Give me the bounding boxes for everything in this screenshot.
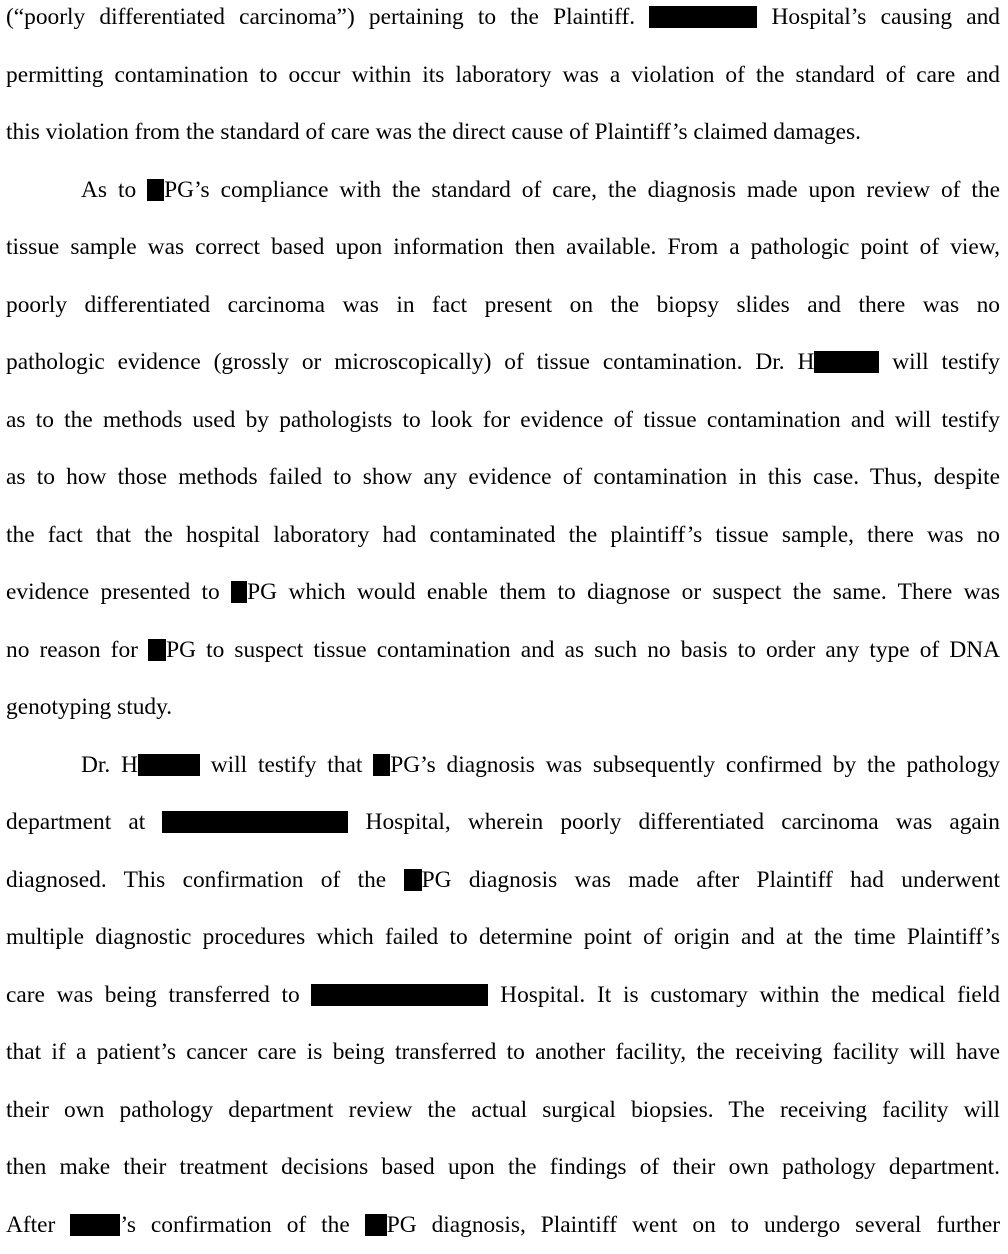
redaction-box: [162, 811, 348, 833]
text-segment: permitting contamination to occur within its laboratory was a violation of the standard of care and: [6, 62, 1000, 88]
text-segment: ’s confirmation of the: [120, 1212, 364, 1238]
text-segment: will testify that: [200, 752, 373, 778]
text-segment: PG to suspect tissue contamination and as such no basis to order any type of DNA: [166, 637, 1000, 663]
text-line: [6, 104, 1000, 162]
text-segment: their own pathology department review the actual surgical biopsies. The receiving facility will: [6, 1097, 1000, 1123]
text-line: [6, 392, 1000, 450]
text-segment: After: [6, 1212, 70, 1238]
text-segment: multiple diagnostic procedures which failed to determine point of origin and at the time Plaintiff’s: [6, 924, 1000, 950]
redaction-box: [138, 754, 200, 776]
text-line: [6, 277, 1000, 335]
text-line: [6, 334, 1000, 392]
redaction-box: [147, 179, 164, 201]
text-segment: will testify: [879, 349, 1000, 375]
text-segment: then make their treatment decisions based upon the findings of their own pathology department.: [6, 1154, 1000, 1180]
redaction-box: [649, 6, 757, 28]
text-line: [6, 1197, 1000, 1254]
text-segment: as to the methods used by pathologists to look for evidence of tissue contamination and will testify: [6, 407, 1000, 433]
redaction-box: [70, 1214, 120, 1236]
text-segment: poorly differentiated carcinoma was in fact present on the biopsy slides and there was no: [6, 292, 1000, 318]
text-line: [6, 0, 1000, 47]
text-segment: no reason for: [6, 637, 148, 663]
text-line: [6, 564, 1000, 622]
text-line: [6, 1139, 1000, 1197]
paragraph-first-line: [6, 162, 1000, 220]
text-line: [6, 1024, 1000, 1082]
text-segment: PG’s diagnosis was subsequently confirmed by the pathology: [390, 752, 1000, 778]
text-segment: PG diagnosis, Plaintiff went on to undergo several further: [387, 1212, 1000, 1238]
text-segment: (“poorly differentiated carcinoma”) pertaining to the Plaintiff.: [6, 4, 635, 30]
text-segment: Hospital’s causing and: [757, 4, 1000, 30]
text-line: [6, 967, 1000, 1025]
text-line: [6, 909, 1000, 967]
text-line: [6, 679, 1000, 737]
redaction-box: [365, 1214, 387, 1236]
redaction-box: [148, 639, 166, 661]
text-segment: PG diagnosis was made after Plaintiff had underwent: [422, 867, 1000, 893]
text-segment: Hospital, wherein poorly differentiated carcinoma was again: [348, 809, 1000, 835]
text-segment: genotyping study.: [6, 694, 172, 720]
text-line: [6, 794, 1000, 852]
text-segment: tissue sample was correct based upon information then available. From a pathologic point of view,: [6, 234, 1000, 260]
redaction-box: [404, 869, 422, 891]
text-line: [6, 622, 1000, 680]
text-line: [6, 852, 1000, 910]
redaction-box: [311, 984, 488, 1006]
text-line: [6, 219, 1000, 277]
text-segment: the fact that the hospital laboratory had contaminated the plaintiff’s tissue sample, there was no: [6, 522, 1000, 548]
paragraph-first-line: [6, 737, 1000, 795]
text-segment: PG’s compliance with the standard of care, the diagnosis made upon review of the: [164, 177, 1000, 203]
document-page: [6, 0, 1000, 1254]
redaction-box: [814, 351, 879, 373]
text-line: [6, 449, 1000, 507]
text-segment: PG which would enable them to diagnose or suspect the same. There was: [247, 579, 1000, 605]
text-segment: this violation from the standard of care was the direct cause of Plaintiff’s claimed damages.: [6, 119, 861, 145]
text-line: [6, 1082, 1000, 1140]
redaction-box: [231, 581, 247, 603]
text-segment: care was being transferred to: [6, 982, 311, 1008]
text-segment: diagnosed. This confirmation of the: [6, 867, 404, 893]
redaction-box: [373, 754, 390, 776]
text-segment: pathologic evidence (grossly or microscopically) of tissue contamination. Dr. H: [6, 349, 814, 375]
text-line: [6, 507, 1000, 565]
text-segment: as to how those methods failed to show any evidence of contamination in this case. Thus, despite: [6, 464, 1000, 490]
text-segment: Dr. H: [81, 752, 138, 778]
text-segment: Hospital. It is customary within the medical field: [488, 982, 1000, 1008]
text-segment: evidence presented to: [6, 579, 231, 605]
text-line: [6, 47, 1000, 105]
text-segment: As to: [81, 177, 147, 203]
text-segment: that if a patient’s cancer care is being transferred to another facility, the receiving facility will have: [6, 1039, 1000, 1065]
text-segment: department at: [6, 809, 162, 835]
